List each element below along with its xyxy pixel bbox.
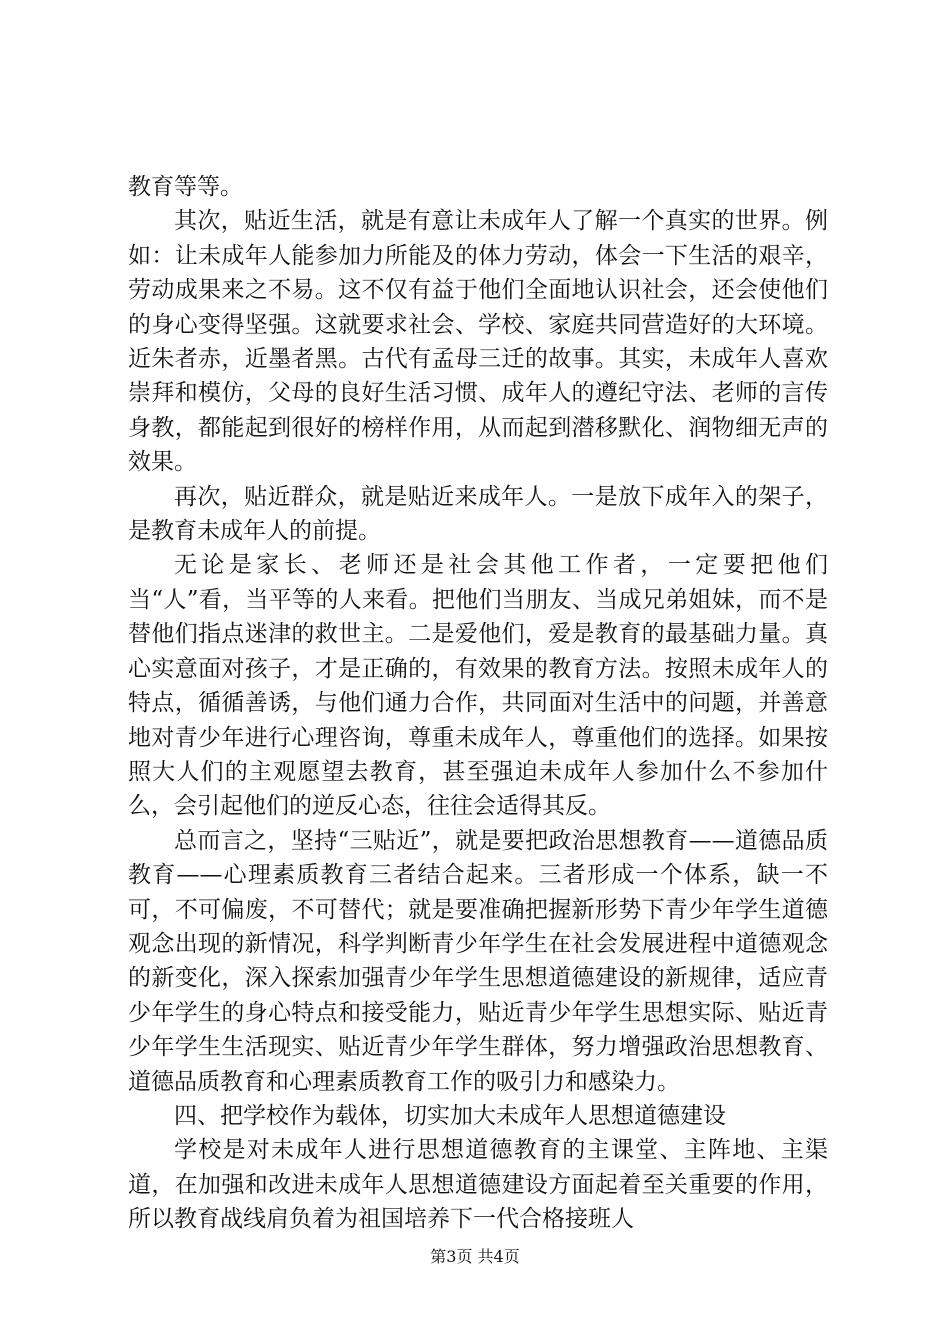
paragraph-6: 学校是对未成年人进行思想道德教育的主课堂、主阵地、主渠道，在加强和改进未成年人思想道德建设方面起着至关重要的作用，所以教育战线肩负着为祖国培养下一代合格接班人 xyxy=(128,1137,828,1233)
paragraph-5: 总而言之，坚持“三贴近”，就是要把政治思想教育——道德品质教育——心理素质教育三者结合起来。三者形成一个体系，缺一不可，不可偏废，不可替代；就是要准确把握新形势下青少年学生道德观念出现的新情况，科学判断青少年学生在社会发展进程中道德观念的新变化，深入探索加强青少年学生思想道德建设的新规律，适应青少年学生的身心特点和接受能力，贴近青少年学生思想实际、贴近青少年学生生活现实、贴近青少年学生群体，努力增强政治思想教育、道德品质教育和心理素质教育工作的吸引力和感染力。 xyxy=(128,827,828,1095)
section-heading-4: 四、把学校作为载体，切实加大未成年人思想道德建设 xyxy=(174,1102,726,1129)
document-body xyxy=(128,170,828,1237)
page-number-footer: 第3页 共4页 xyxy=(430,1247,520,1266)
paragraph-2: 其次，贴近生活，就是有意让未成年人了解一个真实的世界。例如：让未成年人能参加力所能及的体力劳动，体会一下生活的艰辛，劳动成果来之不易。这不仅有益于他们全面地认识社会，还会使他们的身心变得坚强。这就要求社会、学校、家庭共同营造好的大环境。近朱者赤，近墨者黑。古代有孟母三迁的故事。其实，未成年人喜欢崇拜和模仿，父母的良好生活习惯、成年人的遵纪守法、老师的言传身教，都能起到很好的榜样作用，从而起到潜移默化、润物细无声的效果。 xyxy=(128,208,828,476)
paragraph-1: 教育等等。 xyxy=(128,174,243,200)
paragraph-3: 再次，贴近群众，就是贴近来成年人。一是放下成年入的架子，是教育未成年人的前提。 xyxy=(128,483,828,545)
paragraph-4: 无论是家长、老师还是社会其他工作者，一定要把他们当“人”看，当平等的人来看。把他们当朋友、当成兄弟姐妹，而不是替他们指点迷津的救世主。二是爱他们，爱是教育的最基础力量。真心实意面对孩子，才是正确的，有效果的教育方法。按照未成年人的特点，循循善诱，与他们通力合作，共同面对生活中的问题，并善意地对青少年进行心理咨询，尊重未成年人，尊重他们的选择。如果按照大人们的主观愿望去教育，甚至强迫未成年人参加什么不参加什么，会引起他们的逆反心态，往往会适得其反。 xyxy=(128,552,828,820)
